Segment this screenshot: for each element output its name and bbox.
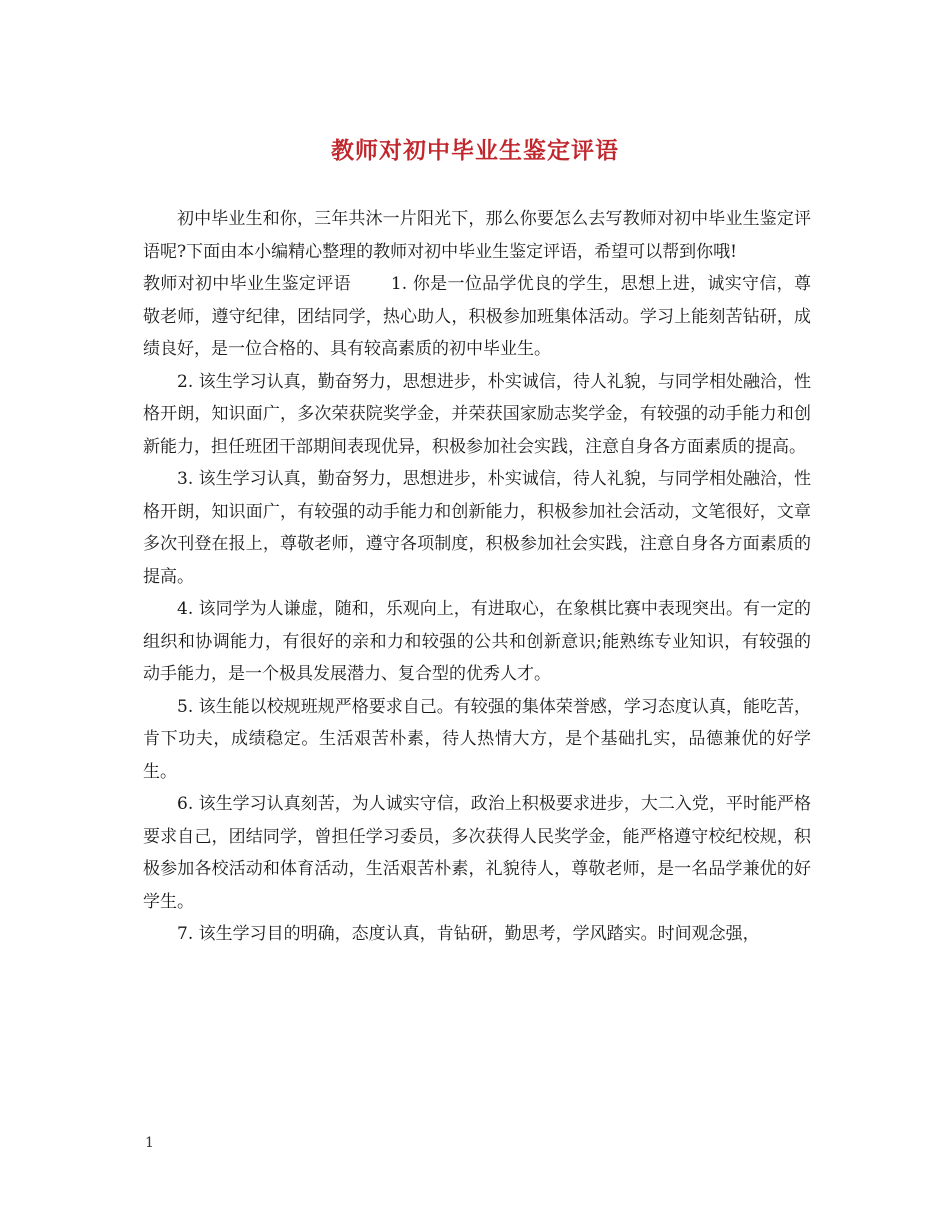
item-3: 3. 该生学习认真，勤奋努力，思想进步，朴实诚信，待人礼貌，与同学相处融洽，性格开朗，知识面广，有较强的动手能力和创新能力，积极参加社会活动，文笔很好，文章多次刊登在报上，尊敬老师，遵守各项制度，积极参加社会实践，注意自身各方面素质的提高。 <box>143 469 811 587</box>
item-4: 4. 该同学为人谦虚，随和，乐观向上，有进取心，在象棋比赛中表现突出。有一定的组织和协调能力，有很好的亲和力和较强的公共和创新意识;能熟练专业知识，有较强的动手能力，是一个极具发展潜力、复合型的优秀人才。 <box>143 599 811 684</box>
item-6: 6. 该生学习认真刻苦，为人诚实守信，政治上积极要求进步，大二入党，平时能严格要求自己，团结同学，曾担任学习委员，多次获得人民奖学金，能严格遵守校纪校规，积极参加各校活动和体育活动，生活艰苦朴素，礼貌待人，尊敬老师，是一名品学兼优的好学生。 <box>143 794 811 912</box>
first-item-paragraph <box>143 268 811 366</box>
item-2: 2. 该生学习认真，勤奋努力，思想进步，朴实诚信，待人礼貌，与同学相处融洽，性格开朗，知识面广，多次荣获院奖学金，并荣获国家励志奖学金，有较强的动手能力和创新能力，担任班团干部期间表现优异，积极参加社会实践，注意自身各方面素质的提高。 <box>143 371 811 457</box>
item-7: 7. 该生学习目的明确，态度认真，肯钻研，勤思考，学风踏实。时间观念强， <box>177 924 760 944</box>
item-1: 1. 你是一位品学优良的学生，思想上进，诚实守信，尊敬老师，遵守纪律，团结同学，热心助人，积极参加班集体活动。学习上能刻苦钻研，成绩良好，是一位合格的、具有较高素质的初中毕业生。 <box>143 274 812 359</box>
item-5: 5. 该生能以校规班规严格要求自己。有较强的集体荣誉感，学习态度认真，能吃苦，肯下功夫，成绩稳定。生活艰苦朴素，待人热情大方，是个基础扎实，品德兼优的好学生。 <box>143 696 811 782</box>
page-number: 1 <box>145 1135 154 1151</box>
intro-paragraph: 初中毕业生和你，三年共沐一片阳光下，那么你要怎么去写教师对初中毕业生鉴定评语呢?下面由本小编精心整理的教师对初中毕业生鉴定评语，希望可以帮到你哦! <box>143 209 811 262</box>
section-heading: 教师对初中毕业生鉴定评语 <box>143 274 351 294</box>
document-body <box>143 203 811 951</box>
document-title: 教师对初中毕业生鉴定评语 <box>331 137 619 164</box>
